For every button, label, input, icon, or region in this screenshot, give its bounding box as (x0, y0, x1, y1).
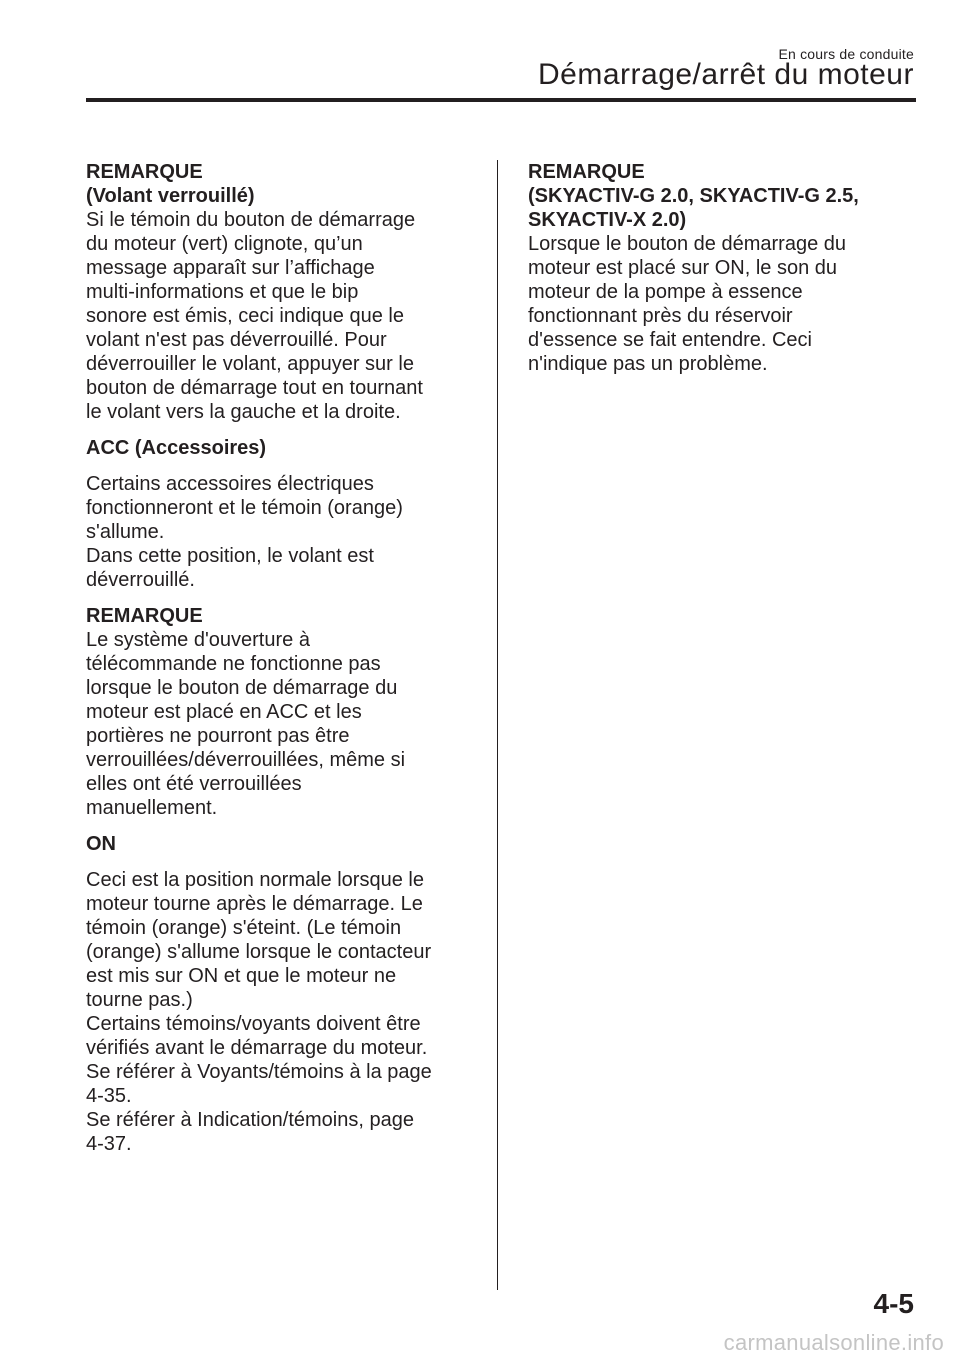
text-line: est mis sur ON et que le moteur ne (86, 965, 397, 987)
text-line: Certains accessoires électriques (86, 473, 374, 495)
text-line: moteur de la pompe à essence (528, 281, 803, 303)
left-column (86, 160, 486, 1168)
text-line: volant n'est pas déverrouillé. Pour (86, 329, 387, 351)
note-subtitle: (Volant verrouillé) (86, 185, 255, 207)
text-line: vérifiés avant le démarrage du moteur. (86, 1037, 428, 1059)
text-line: Lorsque le bouton de démarrage du (528, 233, 847, 255)
text-line: verrouillées/déverrouillées, même si (86, 749, 406, 771)
on-body (86, 868, 486, 1156)
note-label: REMARQUE (86, 605, 203, 627)
right-column (528, 160, 918, 388)
text-line: (SKYACTIV-G 2.0, SKYACTIV-G 2.5, (528, 185, 859, 207)
on-heading: ON (86, 833, 116, 855)
acc-body (86, 472, 486, 592)
column-divider (497, 160, 498, 1290)
text-line: moteur tourne après le démarrage. Le (86, 893, 423, 915)
text-line: moteur est placé en ACC et les (86, 701, 362, 723)
text-line: Si le témoin du bouton de démarrage (86, 209, 416, 231)
text-line: fonctionneront et le témoin (orange) (86, 497, 403, 519)
text-line: bouton de démarrage tout en tournant (86, 377, 423, 399)
note-body (86, 628, 486, 820)
text-line: Ceci est la position normale lorsque le (86, 869, 424, 891)
note-body (86, 208, 486, 424)
note-volant-verrouille (86, 160, 486, 424)
header-rule (86, 98, 916, 102)
text-line: n'indique pas un problème. (528, 353, 768, 375)
text-line: lorsque le bouton de démarrage du (86, 677, 398, 699)
note-label: REMARQUE (86, 161, 203, 183)
page-title: Démarrage/arrêt du moteur (538, 58, 914, 91)
note-label: REMARQUE (528, 161, 645, 183)
text-line: s'allume. (86, 521, 165, 543)
text-line: moteur est placé sur ON, le son du (528, 257, 838, 279)
text-line: Certains témoins/voyants doivent être (86, 1013, 421, 1035)
text-line: multi-informations et que le bip (86, 281, 359, 303)
text-line: déverrouillé. (86, 569, 195, 591)
text-line: (orange) s'allume lorsque le contacteur (86, 941, 432, 963)
text-line: portières ne pourront pas être (86, 725, 350, 747)
header-section-label: En cours de conduite (778, 46, 914, 62)
acc-heading: ACC (Accessoires) (86, 437, 267, 459)
text-line: le volant vers la gauche et la droite. (86, 401, 401, 423)
note-body (528, 232, 918, 376)
page-number: 4-5 (873, 1288, 914, 1319)
text-line: manuellement. (86, 797, 218, 819)
note-skyactiv (528, 160, 918, 376)
watermark: carmanualsonline.info (723, 1330, 944, 1355)
text-line: fonctionnant près du réservoir (528, 305, 793, 327)
text-line: tourne pas.) (86, 989, 193, 1011)
text-line: témoin (orange) s'éteint. (Le témoin (86, 917, 402, 939)
text-line: sonore est émis, ceci indique que le (86, 305, 404, 327)
note-acc (86, 604, 486, 820)
text-line: Se référer à Indication/témoins, page (86, 1109, 414, 1131)
text-line: d'essence se fait entendre. Ceci (528, 329, 812, 351)
text-line: 4-35. (86, 1085, 132, 1107)
text-line: Dans cette position, le volant est (86, 545, 374, 567)
text-line: elles ont été verrouillées (86, 773, 302, 795)
text-line: 4-37. (86, 1133, 132, 1155)
note-subtitle (528, 184, 918, 232)
text-line: du moteur (vert) clignote, qu’un (86, 233, 363, 255)
text-line: SKYACTIV-X 2.0) (528, 209, 687, 231)
text-line: Se référer à Voyants/témoins à la page (86, 1061, 432, 1083)
text-line: Le système d'ouverture à (86, 629, 310, 651)
text-line: télécommande ne fonctionne pas (86, 653, 381, 675)
text-line: message apparaît sur l’affichage (86, 257, 375, 279)
text-line: déverrouiller le volant, appuyer sur le (86, 353, 414, 375)
